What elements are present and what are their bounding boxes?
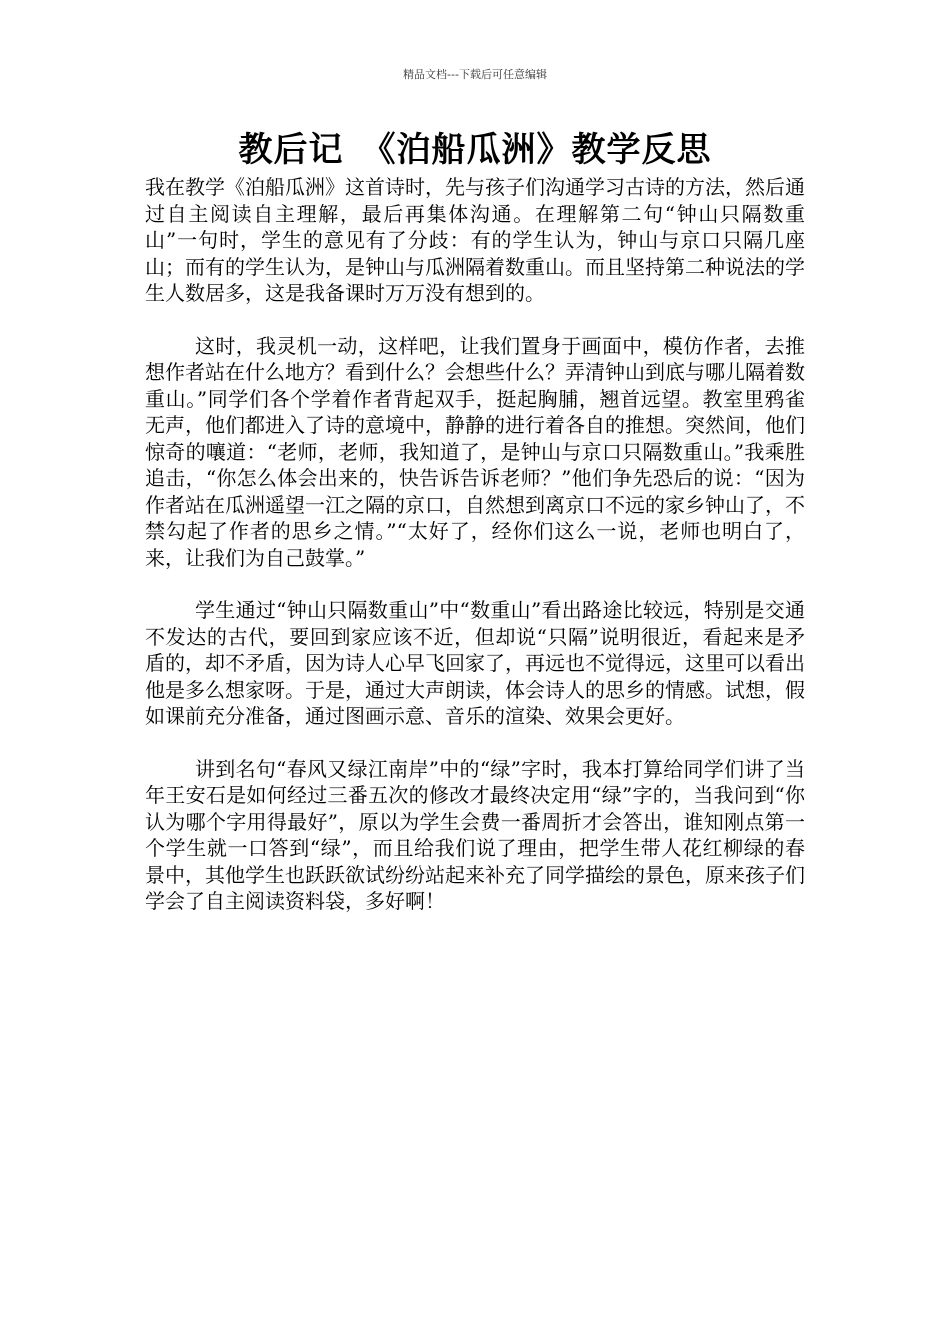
paragraph-4: 讲到名句“春风又绿江南岸”中的“绿”字时，我本打算给同学们讲了当年王安石是如何经过三番五次的修改才最终决定用“绿”字的，当我问到“你认为哪个字用得最好”，原以为学生会费一番周折才会答出，谁知刚点第一个学生就一口答到“绿”，而且给我们说了理由，把学生带人花红柳绿的春景中，其他学生也跃跃欲试纷纷站起来补充了同学描绘的景色，原来孩子们学会了自主阅读资料袋，多好啊！ xyxy=(145,756,805,913)
paragraph-1: 我在教学《泊船瓜洲》这首诗时，先与孩子们沟通学习古诗的方法，然后通过自主阅读自主理解，最后再集体沟通。在理解第二句“钟山只隔数重山”一句时，学生的意见有了分歧：有的学生认为，钟山与京口只隔几座山；而有的学生认为，是钟山与瓜洲隔着数重山。而且坚持第二种说法的学生人数居多，这是我备课时万万没有想到的。 xyxy=(145,175,805,305)
page-title: 教后记 《泊船瓜洲》教学反思 xyxy=(238,130,712,170)
document-body xyxy=(145,174,805,941)
paragraph-2: 这时，我灵机一动，这样吧，让我们置身于画面中，模仿作者，去推想作者站在什么地方？看到什么？会想些什么？弄清钟山到底与哪儿隔着数重山。”同学们各个学着作者背起双手，挺起胸脯，翘首远望。教室里鸦雀无声，他们都进入了诗的意境中，静静的进行着各自的推想。突然间，他们惊奇的嚷道：“老师，老师，我知道了，是钟山与京口只隔数重山。”我乘胜追击，“你怎么体会出来的，快告诉告诉老师？”他们争先恐后的说：“因为作者站在瓜洲遥望一江之隔的京口，自然想到离京口不远的家乡钟山了，不禁勾起了作者的思乡之情。”“太好了，经你们这么一说，老师也明白了，来，让我们为自己鼓掌。” xyxy=(145,333,805,570)
paragraph-3: 学生通过“钟山只隔数重山”中“数重山”看出路途比较远，特别是交通不发达的古代，要回到家应该不近，但却说“只隔”说明很近，看起来是矛盾的，却不矛盾，因为诗人心早飞回家了，再远也不觉得远，这里可以看出他是多么想家呀。于是，通过大声朗读，体会诗人的思乡的情感。试想，假如课前充分准备，通过图画示意、音乐的渲染、效果会更好。 xyxy=(145,598,805,728)
header-note: 精品文档---下载后可任意编辑 xyxy=(403,68,547,81)
